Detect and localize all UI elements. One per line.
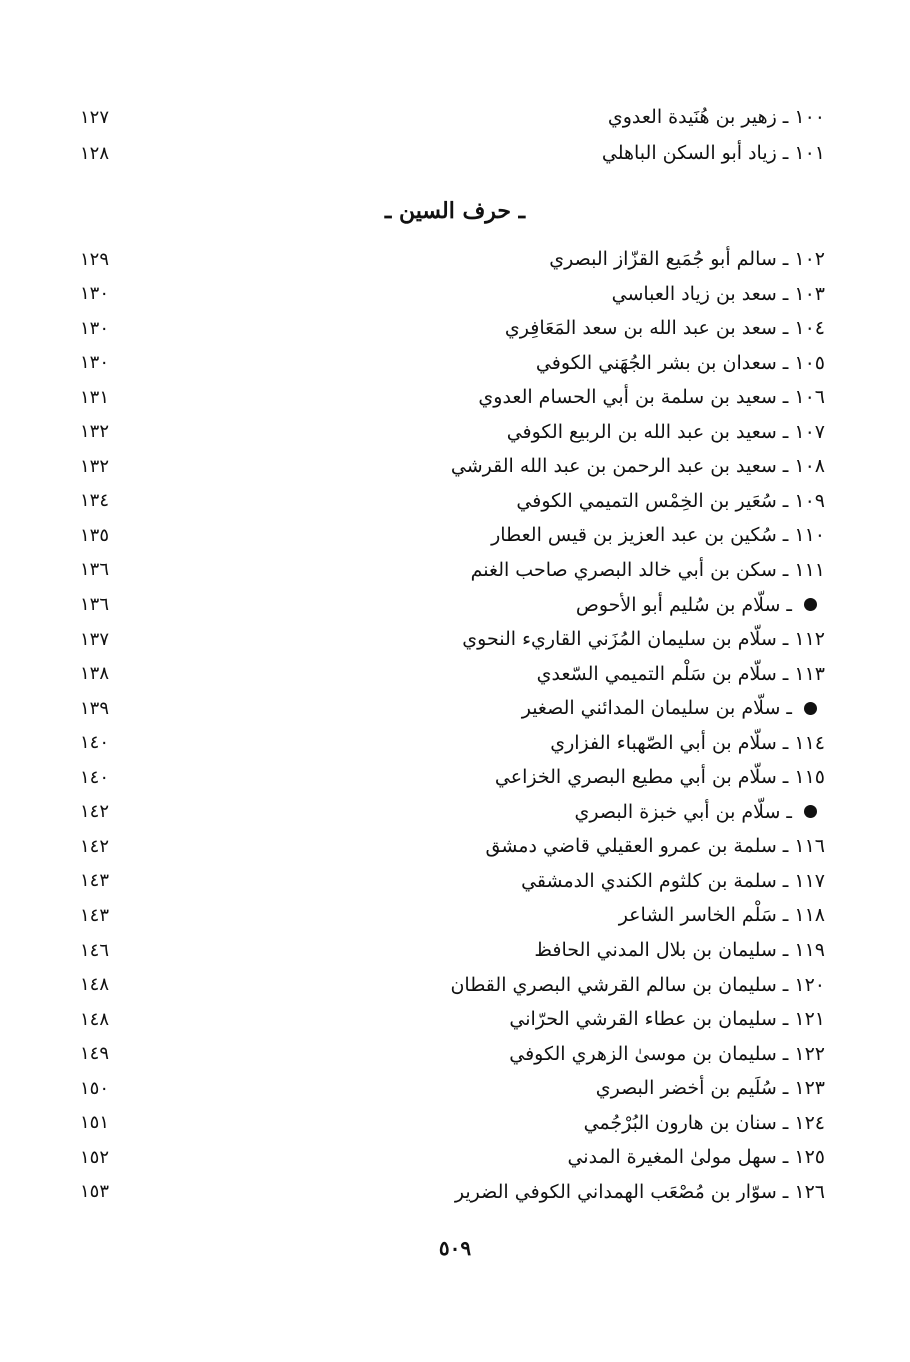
entry-number: ١٠٨ (794, 455, 825, 478)
entry-text (491, 524, 825, 546)
entry-text (486, 835, 826, 857)
entry-text (471, 559, 825, 581)
entry-name: سلّام بن سَلْم التميمي السّعدي (536, 662, 777, 685)
entry-text (536, 352, 825, 374)
entry-name: سليمان بن سالم القرشي البصري القطان (450, 973, 777, 996)
entry-dash: ـ (782, 317, 789, 340)
entry-number: ١٠٦ (794, 386, 825, 409)
entry-page-number: ١٣٠ (80, 352, 110, 374)
entry-name: سنان بن هارون البُرْجُمي (583, 1111, 777, 1134)
entry-text (505, 317, 825, 339)
entry-dash: ـ (782, 662, 789, 685)
entry-page-number: ١٤٠ (80, 732, 110, 754)
entry-page-number: ١٢٨ (80, 142, 110, 164)
entry-page-number: ١٢٧ (80, 106, 110, 128)
bullet-icon (804, 702, 817, 715)
entry-text (608, 106, 825, 128)
entry-name: سُعَير بن الخِمْس التميمي الكوفي (516, 489, 777, 512)
entry-name: سهل مولىٰ المغيرة المدني (567, 1146, 777, 1169)
entry-text (567, 1146, 825, 1168)
entry-dash: ـ (786, 593, 792, 616)
entry-name: سليمان بن عطاء القرشي الحرّاني (509, 1008, 777, 1031)
entry-number: ١٢٥ (794, 1146, 825, 1169)
entry-page-number: ١٥١ (80, 1112, 110, 1134)
entry-text (522, 697, 825, 719)
entry-text (455, 1181, 825, 1203)
entry-text (450, 974, 825, 996)
entry-number: ١٢٤ (794, 1111, 825, 1134)
entry-page-number: ١٥٣ (80, 1181, 110, 1203)
entry-name: سعد بن عبد الله بن سعد المَعَافِري (504, 317, 777, 340)
entry-page-number: ١٤٩ (80, 1043, 110, 1065)
entry-page-number: ١٢٩ (80, 248, 110, 270)
entry-number: ١١١ (794, 558, 825, 581)
entry-number: ١٠٠ (794, 106, 825, 128)
index-entry (80, 691, 825, 725)
entry-dash: ـ (782, 282, 789, 305)
entry-text (602, 142, 825, 164)
entry-name: سليمان بن موسىٰ الزهري الكوفي (509, 1042, 777, 1065)
entry-text (549, 248, 825, 270)
entry-dash: ـ (782, 455, 789, 478)
entry-dash: ـ (786, 800, 792, 823)
index-entry (80, 726, 825, 760)
entry-name: سُلَيم بن أخضر البصري (595, 1077, 777, 1100)
entry-dash: ـ (782, 939, 789, 961)
entry-name: سلمة بن كلثوم الكندي الدمشقي (521, 869, 777, 892)
entry-text (478, 386, 825, 408)
entry-text (521, 870, 825, 892)
index-entry (80, 1175, 825, 1209)
index-entry (80, 242, 825, 276)
entry-dash: ـ (782, 248, 789, 270)
entry-name: سعيد بن سلمة بن أبي الحسام العدوي (478, 386, 777, 409)
entry-name: سلمة بن عمرو العقيلي قاضي دمشق (485, 835, 777, 858)
entry-dash: ـ (782, 869, 789, 892)
entry-page-number: ١٣٠ (80, 283, 110, 305)
entry-number: ١٠٢ (794, 248, 825, 270)
entry-name: سوّار بن مُصْعَب الهمداني الكوفي الضرير (454, 1180, 777, 1203)
index-entry (80, 795, 825, 829)
entry-page-number: ١٣٤ (80, 490, 110, 512)
entry-page-number: ١٣٢ (80, 455, 110, 477)
index-entry (80, 136, 825, 170)
entry-number: ١٢١ (794, 1008, 825, 1031)
entry-name: سعدان بن بشر الجُهَني الكوفي (535, 351, 777, 374)
entry-number: ١١٥ (794, 766, 825, 789)
entry-name: سعيد بن عبد الرحمن بن عبد الله القرشي (450, 455, 777, 478)
entry-page-number: ١٤٢ (80, 835, 110, 857)
entry-dash: ـ (782, 142, 789, 164)
index-entry (80, 933, 825, 967)
entry-dash: ـ (782, 1077, 789, 1100)
entry-dash: ـ (782, 420, 789, 443)
entry-name: سلّام بن أبي الصّهباء الفزاري (550, 731, 777, 754)
entry-page-number: ١٤٨ (80, 974, 110, 996)
bullet-icon (804, 598, 817, 611)
index-entry (80, 484, 825, 518)
entry-text (612, 283, 825, 305)
entry-text (509, 1008, 825, 1030)
bullet-icon (804, 805, 817, 818)
footer-page-number: ٥٠٩ (438, 1236, 472, 1260)
entry-page-number: ١٤٠ (80, 766, 110, 788)
entry-dash: ـ (782, 731, 789, 754)
index-entry (80, 968, 825, 1002)
index-entry (80, 829, 825, 863)
entry-text (534, 939, 825, 961)
entry-name: سلّام بن سُليم أبو الأحوص (575, 593, 781, 616)
section-heading: ـ حرف السين ـ (384, 198, 526, 224)
entry-page-number: ١٣٦ (80, 594, 110, 615)
entry-dash: ـ (782, 1042, 789, 1065)
entry-page-number: ١٤٦ (80, 939, 110, 961)
index-entry (80, 311, 825, 345)
index-entry (80, 1002, 825, 1036)
entry-page-number: ١٣٥ (80, 524, 110, 546)
entry-name: سعيد بن عبد الله بن الربيع الكوفي (506, 420, 777, 443)
entry-text (575, 801, 825, 823)
entry-page-number: ١٤٨ (80, 1008, 110, 1030)
index-entry (80, 657, 825, 691)
entry-number: ١١٢ (794, 628, 825, 651)
entry-dash: ـ (782, 558, 789, 581)
entry-text (550, 732, 825, 754)
entry-page-number: ١٣١ (80, 386, 110, 408)
entry-page-number: ١٣٢ (80, 421, 110, 443)
index-entry (80, 415, 825, 449)
entry-text (516, 490, 825, 512)
entry-number: ١٠٩ (794, 489, 825, 512)
entry-text (537, 663, 825, 685)
entry-name: سَلْم الخاسر الشاعر (618, 904, 777, 927)
entry-number: ١٠١ (794, 142, 825, 164)
index-entry (80, 380, 825, 414)
entry-name: سلّام بن أبي خبزة البصري (574, 800, 781, 823)
entry-page-number: ١٤٢ (80, 801, 110, 823)
entry-page-number: ١٥٢ (80, 1146, 110, 1168)
entry-number: ١١٩ (794, 939, 825, 961)
entry-text (619, 904, 825, 926)
index-entry (80, 518, 825, 552)
entry-dash: ـ (782, 973, 789, 996)
index-entry (80, 100, 825, 134)
index-entry (80, 1106, 825, 1140)
entry-number: ١١٦ (794, 835, 825, 858)
entry-page-number: ١٣٨ (80, 663, 110, 685)
entry-dash: ـ (782, 1111, 789, 1134)
entry-name: سكن بن أبي خالد البصري صاحب الغنم (470, 558, 777, 581)
entry-page-number: ١٣٠ (80, 317, 110, 339)
entry-name: سلّام بن سليمان المدائني الصغير (521, 697, 781, 720)
entry-number: ١٢٠ (794, 973, 825, 996)
entry-number: ١١٣ (794, 662, 825, 685)
entry-page-number: ١٥٠ (80, 1077, 110, 1099)
entry-number: ١٢٢ (794, 1042, 825, 1065)
entry-dash: ـ (782, 386, 789, 409)
entry-number: ١٢٦ (794, 1180, 825, 1203)
index-entry (80, 760, 825, 794)
index-entry (80, 864, 825, 898)
entry-dash: ـ (782, 1146, 789, 1169)
entry-page-number: ١٣٧ (80, 628, 110, 650)
entry-dash: ـ (782, 1180, 789, 1203)
entry-name: سالم أبو جُمَيع القزّاز البصري (549, 248, 777, 270)
index-entry (80, 346, 825, 380)
entry-dash: ـ (782, 489, 789, 512)
entry-text (507, 421, 825, 443)
entry-dash: ـ (782, 628, 789, 651)
entry-text (584, 1112, 825, 1134)
entry-text (596, 1077, 825, 1099)
entry-number: ١٢٣ (794, 1077, 825, 1100)
entry-dash: ـ (782, 904, 789, 927)
index-entry (80, 1037, 825, 1071)
entry-name: سُكين بن عبد العزيز بن قيس العطار (491, 524, 777, 547)
index-entry (80, 898, 825, 932)
index-entry (80, 1071, 825, 1105)
entry-number: ١١٧ (794, 869, 825, 892)
entry-dash: ـ (782, 106, 789, 128)
entry-text (509, 1043, 825, 1065)
entry-name: سعد بن زياد العباسي (611, 282, 777, 305)
index-entry (80, 277, 825, 311)
entry-number: ١١٨ (794, 904, 825, 927)
entry-dash: ـ (782, 835, 789, 858)
entry-name: سلّام بن أبي مطيع البصري الخزاعي (494, 766, 777, 789)
entry-dash: ـ (782, 351, 789, 374)
entry-number: ١٠٧ (794, 420, 825, 443)
entry-dash: ـ (782, 766, 789, 789)
entry-text (462, 628, 825, 650)
index-entry (80, 622, 825, 656)
entry-name: زهير بن هُنَيدة العدوي (607, 106, 777, 128)
entry-page-number: ١٣٩ (80, 697, 110, 719)
entry-text (576, 594, 825, 616)
entry-name: سلّام بن سليمان المُزَني القاريء النحوي (462, 628, 777, 651)
entry-page-number: ١٣٦ (80, 559, 110, 581)
entry-name: سليمان بن بلال المدني الحافظ (534, 939, 777, 961)
index-entry (80, 553, 825, 587)
entry-page-number: ١٤٣ (80, 904, 110, 926)
entry-dash: ـ (782, 524, 789, 547)
index-entry (80, 1140, 825, 1174)
entry-dash: ـ (782, 1008, 789, 1031)
entry-number: ١٠٥ (794, 351, 825, 374)
entry-text (451, 455, 825, 477)
entry-number: ١١٠ (794, 524, 825, 547)
index-entry (80, 588, 825, 622)
entry-dash: ـ (786, 697, 792, 720)
entry-name: زياد أبو السكن الباهلي (601, 142, 777, 164)
entry-text (495, 766, 825, 788)
entry-number: ١٠٣ (794, 282, 825, 305)
entry-page-number: ١٤٣ (80, 870, 110, 892)
entry-number: ١١٤ (794, 731, 825, 754)
entry-number: ١٠٤ (794, 317, 825, 340)
index-entry (80, 449, 825, 483)
